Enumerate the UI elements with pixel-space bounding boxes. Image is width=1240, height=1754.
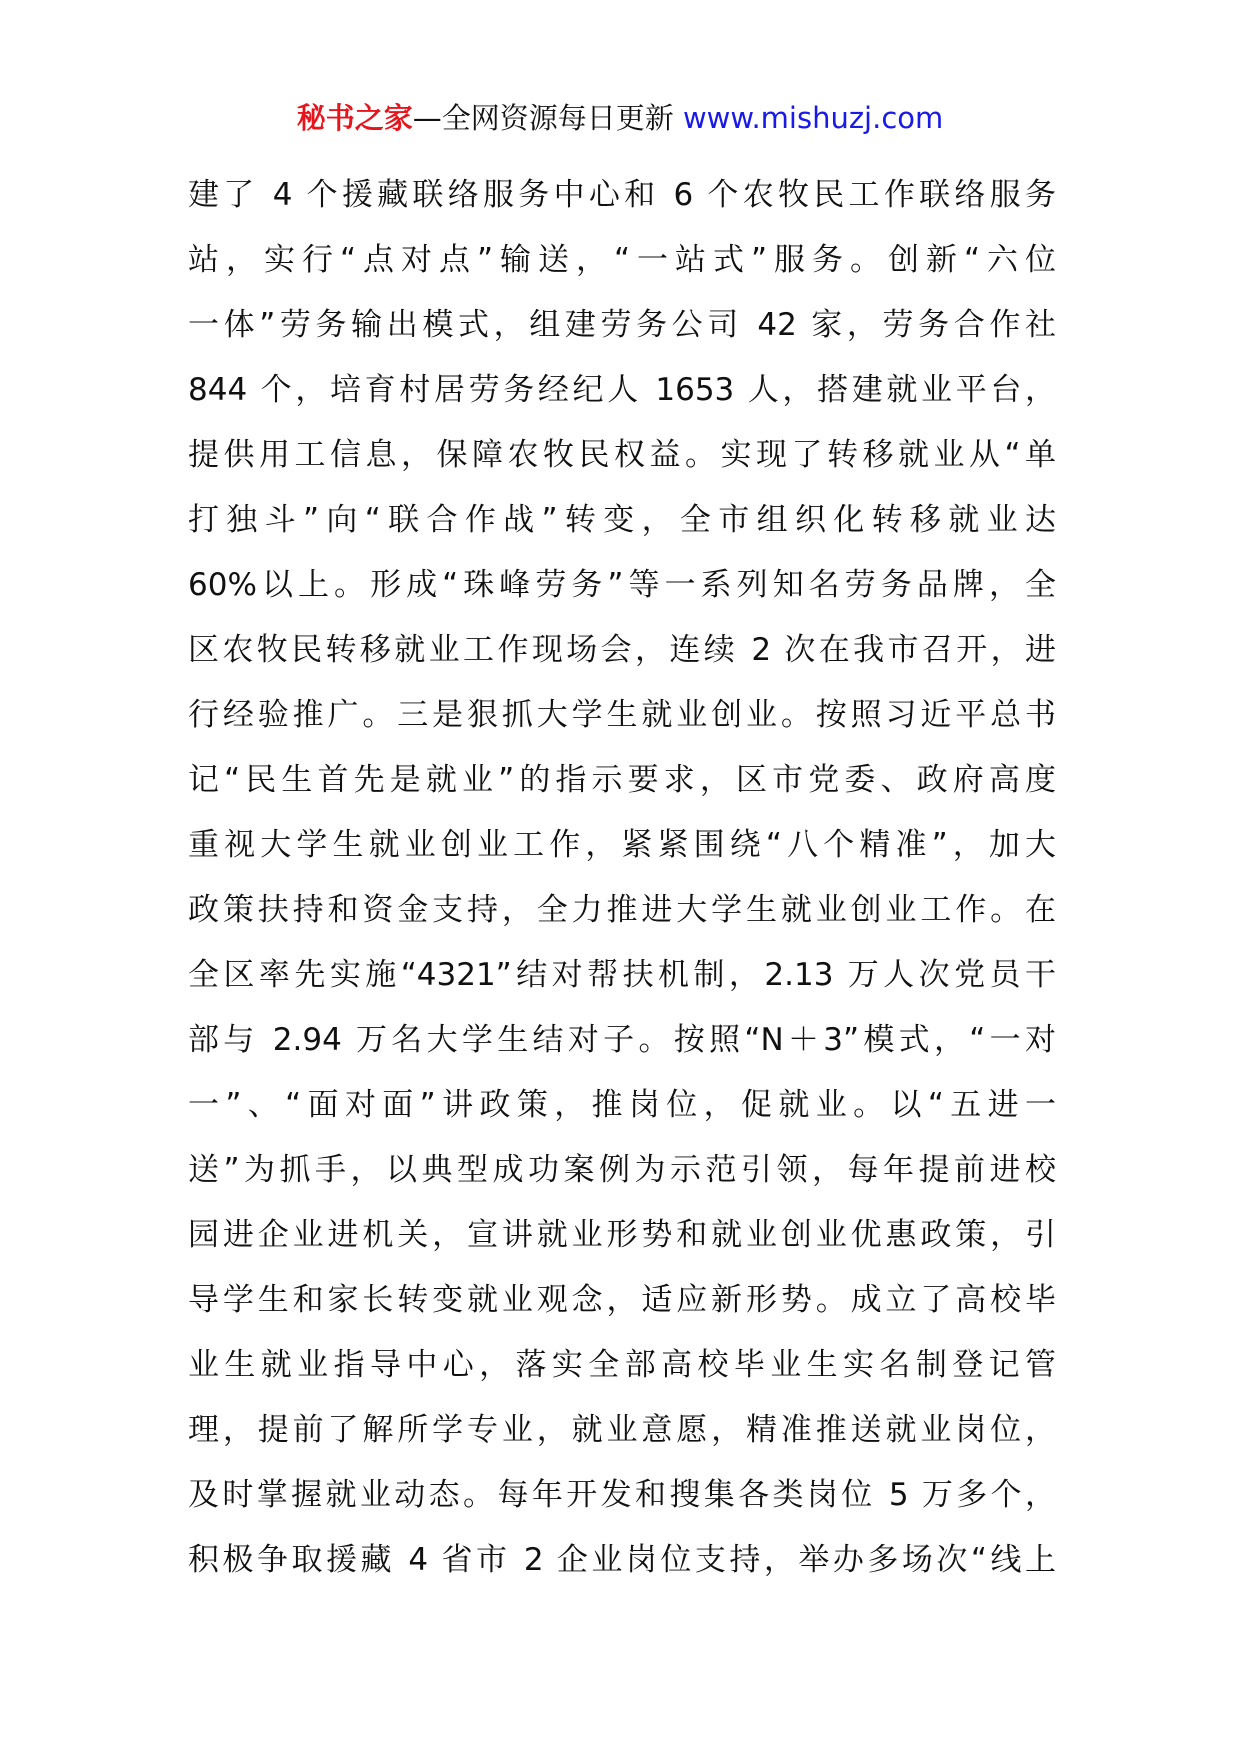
text-line: 记“民生首先是就业”的指示要求，区市党委、政府高度 [188,762,1056,798]
text-line: 一体”劳务输出模式，组建劳务公司 42 家，劳务合作社 [188,307,1056,343]
text-line: 部与 2.94 万名大学生结对子。按照“N＋3”模式，“一对 [188,1022,1056,1058]
text-line: 园进企业进机关，宣讲就业形势和就业创业优惠政策，引 [188,1217,1056,1253]
text-line: 重视大学生就业创业工作，紧紧围绕“八个精准”，加大 [188,827,1056,863]
text-line: 全区率先实施“4321”结对帮扶机制，2.13 万人次党员干 [188,957,1056,993]
text-line: 区农牧民转移就业工作现场会，连续 2 次在我市召开，进 [188,632,1056,668]
text-line: 站，实行“点对点”输送，“一站式”服务。创新“六位 [188,242,1056,278]
text-line: 理，提前了解所学专业，就业意愿，精准推送就业岗位， [188,1412,1056,1448]
text-line: 行经验推广。三是狠抓大学生就业创业。按照习近平总书 [188,697,1056,733]
page-header [0,98,1240,138]
text-line: 844 个，培育村居劳务经纪人 1653 人，搭建就业平台， [188,372,1056,408]
text-line: 送”为抓手，以典型成功案例为示范引领，每年提前进校 [188,1152,1056,1188]
text-line: 及时掌握就业动态。每年开发和搜集各类岗位 5 万多个， [188,1477,1056,1513]
header-tagline: —全网资源每日更新 [412,101,674,135]
text-line: 积极争取援藏 4 省市 2 企业岗位支持，举办多场次“线上 [188,1542,1056,1578]
site-url-link[interactable]: www.mishuzj.com [682,101,944,135]
text-line: 提供用工信息，保障农牧民权益。实现了转移就业从“单 [188,437,1056,473]
document-body [188,163,1056,1593]
text-line: 导学生和家长转变就业观念，适应新形势。成立了高校毕 [188,1282,1056,1318]
text-line: 一”、“面对面”讲政策，推岗位，促就业。以“五进一 [188,1087,1056,1123]
text-line: 打独斗”向“联合作战”转变，全市组织化转移就业达 [188,502,1056,538]
text-line: 建了 4 个援藏联络服务中心和 6 个农牧民工作联络服务 [188,177,1056,213]
brand-name: 秘书之家 [296,101,413,135]
text-line: 业生就业指导中心，落实全部高校毕业生实名制登记管 [188,1347,1056,1383]
text-line: 政策扶持和资金支持，全力推进大学生就业创业工作。在 [188,892,1056,928]
text-line: 60%以上。形成“珠峰劳务”等一系列知名劳务品牌，全 [188,567,1056,603]
